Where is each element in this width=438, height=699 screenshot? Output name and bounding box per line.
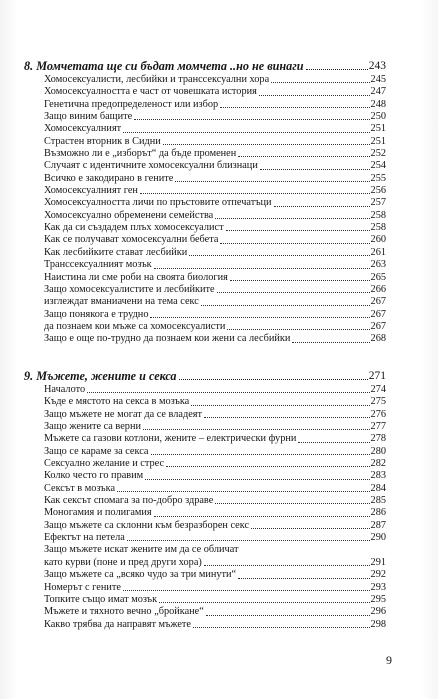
- entry-title: Какво трябва да направят мъжете: [44, 618, 191, 630]
- entry-page: 277: [370, 421, 386, 433]
- entry-page: 296: [370, 606, 386, 618]
- entry-page: 274: [370, 384, 386, 395]
- toc-entry: [44, 594, 386, 606]
- dot-leader: [140, 193, 370, 194]
- toc-entry: [44, 272, 386, 284]
- entry-page: 248: [370, 98, 386, 110]
- dot-leader: [117, 491, 370, 492]
- toc-entry: [44, 421, 386, 433]
- entry-title: Хомосексуалният ген: [44, 185, 138, 197]
- toc-entry: [44, 309, 386, 321]
- dot-leader: [204, 565, 370, 566]
- entry-title: Хомосексуалният: [44, 123, 122, 135]
- entry-page: 247: [370, 86, 386, 98]
- entry-title: Хомосексуалисти, лесбийки и транссексуални хора: [44, 74, 270, 85]
- toc-entry: [44, 284, 386, 296]
- entry-page: 282: [370, 458, 386, 470]
- toc-entry: [44, 74, 386, 86]
- entry-title: Защо мъжете са склонни към безразборен секс: [44, 519, 250, 531]
- entry-title: Мъжете са газови котлони, жените – електрически фурни: [44, 433, 297, 445]
- dot-leader: [123, 132, 369, 133]
- entry-page: 292: [370, 569, 386, 581]
- entry-title: Сексуално желание и стрес: [44, 458, 165, 470]
- toc-entry: [44, 495, 386, 507]
- entry-page: 257: [370, 197, 386, 209]
- entry-page: 267: [370, 296, 386, 308]
- entry-title: Мъжете и тяхното вечно „бройкане“: [44, 606, 204, 618]
- entry-title: Как сексът спомага за по-добро здраве: [44, 495, 214, 507]
- entry-title: изглеждат вманиачени на тема секс: [44, 296, 199, 308]
- entry-page: 256: [370, 185, 386, 197]
- entry-title: Хомосексуалността личи по пръстовите отпечатъци: [44, 197, 272, 209]
- entry-title: Хомосексуалността е част от човешката история: [44, 86, 257, 98]
- dot-leader: [159, 602, 369, 603]
- entry-page: 278: [370, 433, 386, 445]
- toc-entry: [44, 544, 386, 556]
- entry-page: 295: [370, 593, 386, 605]
- entry-page: 284: [370, 482, 386, 494]
- dot-leader: [127, 540, 370, 541]
- entry-page: 293: [370, 581, 386, 593]
- entry-title: Случаят с идентичните хомосексуални близнаци: [44, 160, 258, 172]
- dot-leader: [175, 181, 369, 182]
- dot-leader: [226, 230, 370, 231]
- toc-entry: [44, 197, 386, 209]
- toc-entry: [44, 470, 386, 482]
- dot-leader: [215, 218, 369, 219]
- entry-title: Страстен вторник в Сидни: [44, 135, 161, 147]
- entry-title: Как да си създадем плъх хомосексуалист: [44, 222, 224, 234]
- toc-entry: [44, 222, 386, 234]
- entry-page: 265: [370, 271, 386, 283]
- entry-page: 290: [370, 532, 386, 544]
- entry-page: 291: [370, 556, 386, 568]
- entry-title: Колко често го правим: [44, 470, 144, 482]
- toc-entry: [44, 557, 386, 569]
- dot-leader: [227, 329, 369, 330]
- dot-leader: [150, 317, 369, 318]
- toc-entry: [44, 606, 386, 618]
- toc-entry: [44, 569, 386, 581]
- toc-entry: [44, 458, 386, 470]
- toc-entry: [44, 582, 386, 594]
- dot-leader: [260, 169, 370, 170]
- dot-leader: [189, 255, 369, 256]
- entry-page: 252: [370, 148, 386, 160]
- entry-title: Наистина ли сме роби на своята биология: [44, 271, 228, 283]
- toc-entry: [44, 160, 386, 172]
- entry-page: 261: [370, 246, 386, 258]
- dot-leader: [271, 82, 369, 83]
- dot-leader: [251, 528, 369, 529]
- entry-page: 280: [370, 445, 386, 457]
- toc-entry: [44, 247, 386, 259]
- dot-leader: [134, 119, 369, 120]
- toc-entry: [44, 483, 386, 495]
- entry-title: Моногамия и полигамия: [44, 507, 152, 519]
- toc-entry: [44, 99, 386, 111]
- dot-leader: [201, 305, 370, 306]
- dot-leader: [123, 590, 370, 591]
- toc-entry: [44, 234, 386, 246]
- toc-entry: [44, 86, 386, 98]
- dot-leader: [179, 379, 368, 380]
- chapter-page: 271: [368, 370, 386, 382]
- chapter-heading: [24, 369, 386, 383]
- toc-entry: [44, 333, 386, 345]
- entry-page: 258: [370, 222, 386, 234]
- entry-page: 245: [370, 74, 386, 85]
- entry-title: Къде е мястото на секса в мозъка: [44, 396, 190, 408]
- entry-title: Хомосексуално обременени семейства: [44, 209, 214, 221]
- chapter-heading: [24, 59, 386, 73]
- toc-entry: [44, 148, 386, 160]
- dot-leader: [163, 144, 370, 145]
- entry-title: Защо мъжете не могат да се владеят: [44, 408, 203, 420]
- entry-page: 255: [370, 172, 386, 184]
- entry-title: Как се получават хомосексуални бебета: [44, 234, 219, 246]
- entry-page: 275: [370, 396, 386, 408]
- entry-title: Защо мъжете са „всяко чудо за три минути“: [44, 569, 237, 581]
- toc-entry: [44, 619, 386, 631]
- toc-entry: [44, 507, 386, 519]
- entry-title: Номерът с гените: [44, 581, 121, 593]
- dot-leader: [298, 442, 369, 443]
- dot-leader: [166, 466, 370, 467]
- entry-page: 267: [370, 308, 386, 320]
- toc-entry: [44, 123, 386, 135]
- chapter-entries: [44, 74, 386, 346]
- dot-leader: [206, 615, 370, 616]
- toc-entry: [44, 532, 386, 544]
- dot-leader: [230, 280, 370, 281]
- toc-entry: [44, 136, 386, 148]
- dot-leader: [154, 268, 370, 269]
- dot-leader: [217, 292, 370, 293]
- entry-page: 260: [370, 234, 386, 246]
- entry-page: 250: [370, 111, 386, 123]
- entry-title: Защо е още по-трудно да познаем кои жени са лесбийки: [44, 333, 291, 345]
- entry-title: Началото: [44, 384, 86, 395]
- dot-leader: [151, 454, 370, 455]
- entry-title: Защо хомосексуалистите и лесбийките: [44, 283, 215, 295]
- toc-entry: [44, 259, 386, 271]
- entry-title: Как лесбийките стават лесбийки: [44, 246, 188, 258]
- page-number: 9: [386, 653, 392, 667]
- toc-entry: [44, 384, 386, 396]
- toc-entry: [44, 185, 386, 197]
- entry-page: 266: [370, 283, 386, 295]
- dot-leader: [238, 156, 369, 157]
- entry-page: 268: [370, 333, 386, 345]
- toc-entry: [44, 433, 386, 445]
- dot-leader: [306, 69, 368, 70]
- toc-entry: [44, 396, 386, 408]
- chapter-title: 9. Мъжете, жените и секса: [24, 369, 177, 383]
- entry-title: Защо жените са верни: [44, 421, 141, 433]
- entry-page: 298: [370, 618, 386, 630]
- entry-page: 251: [370, 135, 386, 147]
- chapter-entries: [44, 384, 386, 631]
- entry-title: Ефектът на петела: [44, 532, 125, 544]
- entry-page: 283: [370, 470, 386, 482]
- entry-page: 286: [370, 507, 386, 519]
- entry-title: да познаем кои мъже са хомосексуалисти: [44, 320, 226, 332]
- entry-page: 267: [370, 320, 386, 332]
- toc-entry: [44, 520, 386, 532]
- entry-title: Генетична предопределеност или избор: [44, 98, 219, 110]
- entry-page: 276: [370, 408, 386, 420]
- toc-entry: [44, 210, 386, 222]
- dot-leader: [204, 417, 370, 418]
- entry-title: Сексът в мозъка: [44, 482, 116, 494]
- dot-leader: [220, 243, 369, 244]
- toc-entry: [44, 296, 386, 308]
- toc-entry: [44, 173, 386, 185]
- dot-leader: [154, 516, 370, 517]
- toc-entry: [44, 321, 386, 333]
- dot-leader: [143, 429, 370, 430]
- entry-title: Топките също имат мозък: [44, 593, 158, 605]
- entry-page: 263: [370, 259, 386, 271]
- entry-page: 287: [370, 519, 386, 531]
- dot-leader: [292, 342, 369, 343]
- chapter-title: 8. Момчетата ще си бъдат момчета ..но не винаги: [24, 59, 304, 73]
- dot-leader: [145, 479, 369, 480]
- entry-title: Защо виним бащите: [44, 111, 133, 123]
- entry-page: 251: [370, 123, 386, 135]
- entry-title: като курви (поне и пред други хора): [44, 556, 202, 568]
- dot-leader: [193, 627, 370, 628]
- dot-leader: [274, 206, 370, 207]
- toc-entry: [44, 111, 386, 123]
- entry-page: 258: [370, 209, 386, 221]
- dot-leader: [215, 503, 369, 504]
- entry-page: 285: [370, 495, 386, 507]
- dot-leader: [87, 392, 369, 393]
- entry-page: 254: [370, 160, 386, 172]
- entry-title: Защо понякога е трудно: [44, 308, 149, 320]
- dot-leader: [220, 107, 369, 108]
- entry-title: Защо мъжете искат жените им да се обличат: [44, 544, 239, 556]
- entry-title: Защо се караме за секса: [44, 445, 149, 457]
- dot-leader: [259, 95, 370, 96]
- toc-entry: [44, 446, 386, 458]
- chapter-page: 243: [368, 60, 386, 72]
- toc-entry: [44, 409, 386, 421]
- entry-title: Всичко е закодирано в гените: [44, 172, 174, 184]
- dot-leader: [238, 578, 369, 579]
- entry-title: Възможно ли е „изборът“ да бъде променен: [44, 148, 237, 160]
- dot-leader: [191, 405, 369, 406]
- entry-title: Транссексуалният мозък: [44, 259, 152, 271]
